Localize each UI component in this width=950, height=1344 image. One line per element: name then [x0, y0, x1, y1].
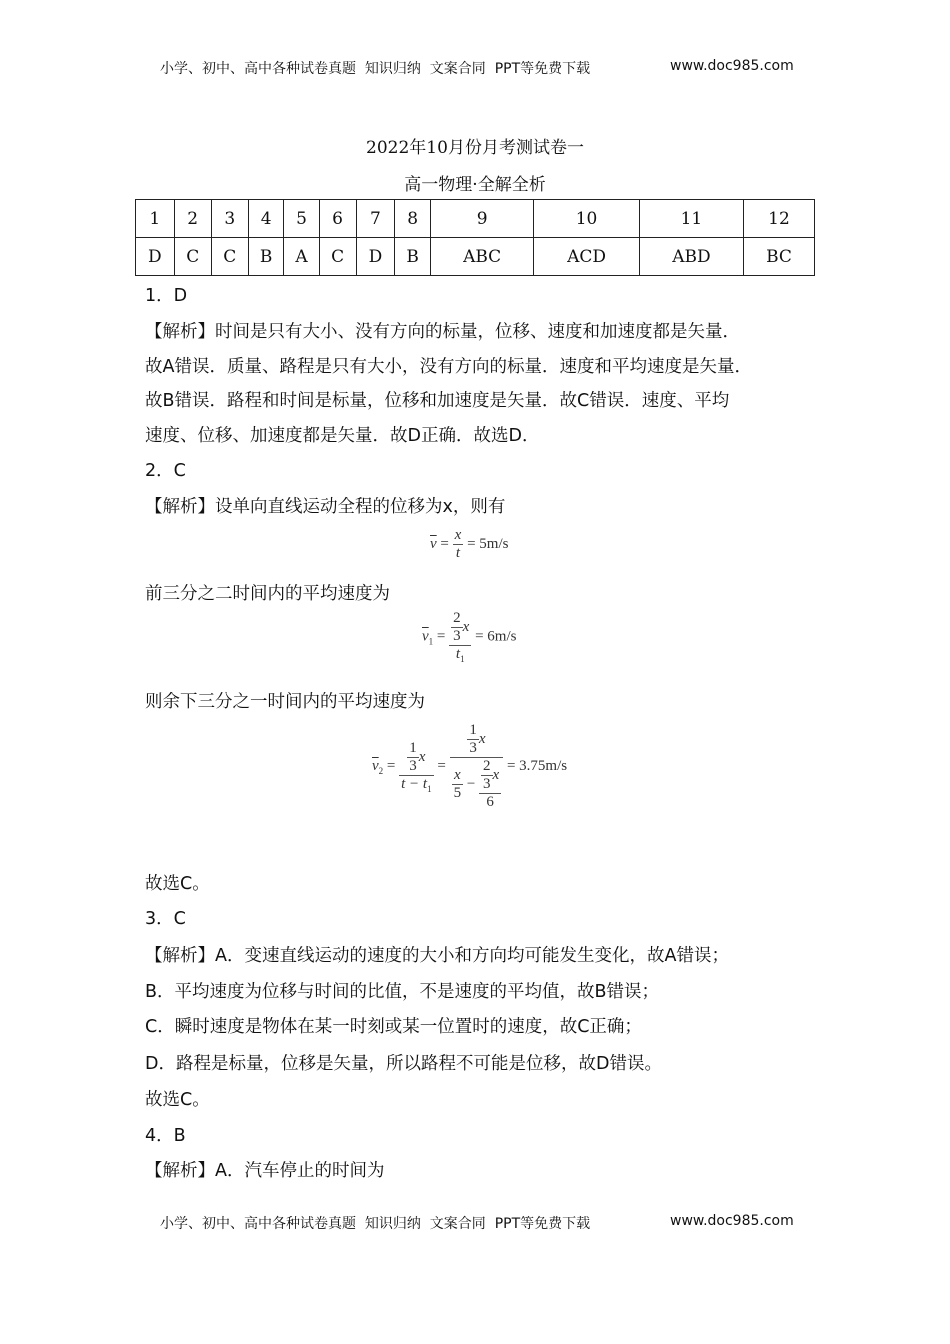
- question-number-cell: 10: [534, 200, 640, 238]
- question-number-cell: 3: [211, 200, 248, 238]
- doc-subtitle: 高一物理·全解全析: [404, 175, 546, 195]
- answer-cell: D: [356, 238, 395, 276]
- question-number-row: [136, 200, 815, 238]
- text-line: 故选C。: [145, 1090, 210, 1110]
- answer-cell: B: [395, 238, 431, 276]
- text-line: 【解析】A．汽车停止的时间为: [145, 1161, 385, 1181]
- text-line: 速度、位移、加速度都是矢量．故D正确．故选D．: [145, 426, 540, 446]
- answer-cell: D: [136, 238, 175, 276]
- formula-v1: $\overline{v}_1$ = $\frac{2}{3}$ x $t_1$ = 6m/s: [422, 610, 517, 664]
- footer-text: 小学、初中、高中各种试卷真题 知识归纳 文案合同 PPT等免费下载: [160, 1216, 591, 1232]
- text-line: 【解析】设单向直线运动全程的位移为x，则有: [145, 497, 506, 517]
- answer-cell: C: [174, 238, 211, 276]
- answer-cell: B: [248, 238, 284, 276]
- answer-cell: C: [211, 238, 248, 276]
- text-line: 故A错误．质量、路程是只有大小，没有方向的标量．速度和平均速度是矢量．: [145, 357, 752, 377]
- answer-row: [136, 238, 815, 276]
- text-line: 1．D: [145, 286, 188, 306]
- formula-average-velocity: $\overline{v}$ = $\frac{x}{t}$ = 5m/s: [430, 527, 509, 561]
- formula-v2: $\overline{v}_2$ = $\frac{1}{3}$ x $t - t_1$ = $\frac{1}{3}$ x $\frac{x}{5}$ − $\frac{2}{3}$ x 6 = 3.75m/s: [372, 722, 568, 810]
- header-text: 小学、初中、高中各种试卷真题 知识归纳 文案合同 PPT等免费下载: [160, 61, 591, 77]
- question-number-cell: 4: [248, 200, 284, 238]
- question-number-cell: 9: [430, 200, 533, 238]
- text-line: C．瞬时速度是物体在某一时刻或某一位置时的速度，故C正确；: [145, 1017, 642, 1037]
- answer-cell: C: [319, 238, 356, 276]
- text-line: 则余下三分之一时间内的平均速度为: [145, 692, 425, 712]
- text-line: 前三分之二时间内的平均速度为: [145, 584, 390, 604]
- question-number-cell: 5: [284, 200, 319, 238]
- answer-cell: A: [284, 238, 319, 276]
- header-url[interactable]: www.doc985.com: [670, 58, 794, 74]
- answer-cell: ACD: [534, 238, 640, 276]
- text-line: 3．C: [145, 909, 186, 929]
- answer-cell: ABD: [639, 238, 743, 276]
- question-number-cell: 8: [395, 200, 431, 238]
- text-line: 2．C: [145, 461, 186, 481]
- question-number-cell: 11: [639, 200, 743, 238]
- text-line: 【解析】A．变速直线运动的速度的大小和方向均可能发生变化，故A错误；: [145, 946, 729, 966]
- page-footer: [160, 1213, 794, 1233]
- question-number-cell: 12: [743, 200, 814, 238]
- text-line: 【解析】时间是只有大小、没有方向的标量，位移、速度和加速度都是矢量．: [145, 322, 740, 342]
- text-line: 故B错误．路程和时间是标量，位移和加速度是矢量．故C错误．速度、平均: [145, 391, 730, 411]
- question-number-cell: 7: [356, 200, 395, 238]
- question-number-cell: 6: [319, 200, 356, 238]
- text-line: 4．B: [145, 1126, 186, 1146]
- text-line: B．平均速度为位移与时间的比值，不是速度的平均值，故B错误；: [145, 982, 660, 1002]
- text-line: D．路程是标量，位移是矢量，所以路程不可能是位移，故D错误。: [145, 1054, 662, 1074]
- answer-cell: ABC: [430, 238, 533, 276]
- doc-title: 2022年10月份月考测试卷一: [366, 138, 584, 158]
- question-number-cell: 1: [136, 200, 175, 238]
- answer-table: [135, 199, 815, 276]
- page-header: [160, 58, 794, 78]
- question-number-cell: 2: [174, 200, 211, 238]
- answer-cell: BC: [743, 238, 814, 276]
- footer-url[interactable]: www.doc985.com: [670, 1213, 794, 1229]
- text-line: 故选C。: [145, 874, 210, 894]
